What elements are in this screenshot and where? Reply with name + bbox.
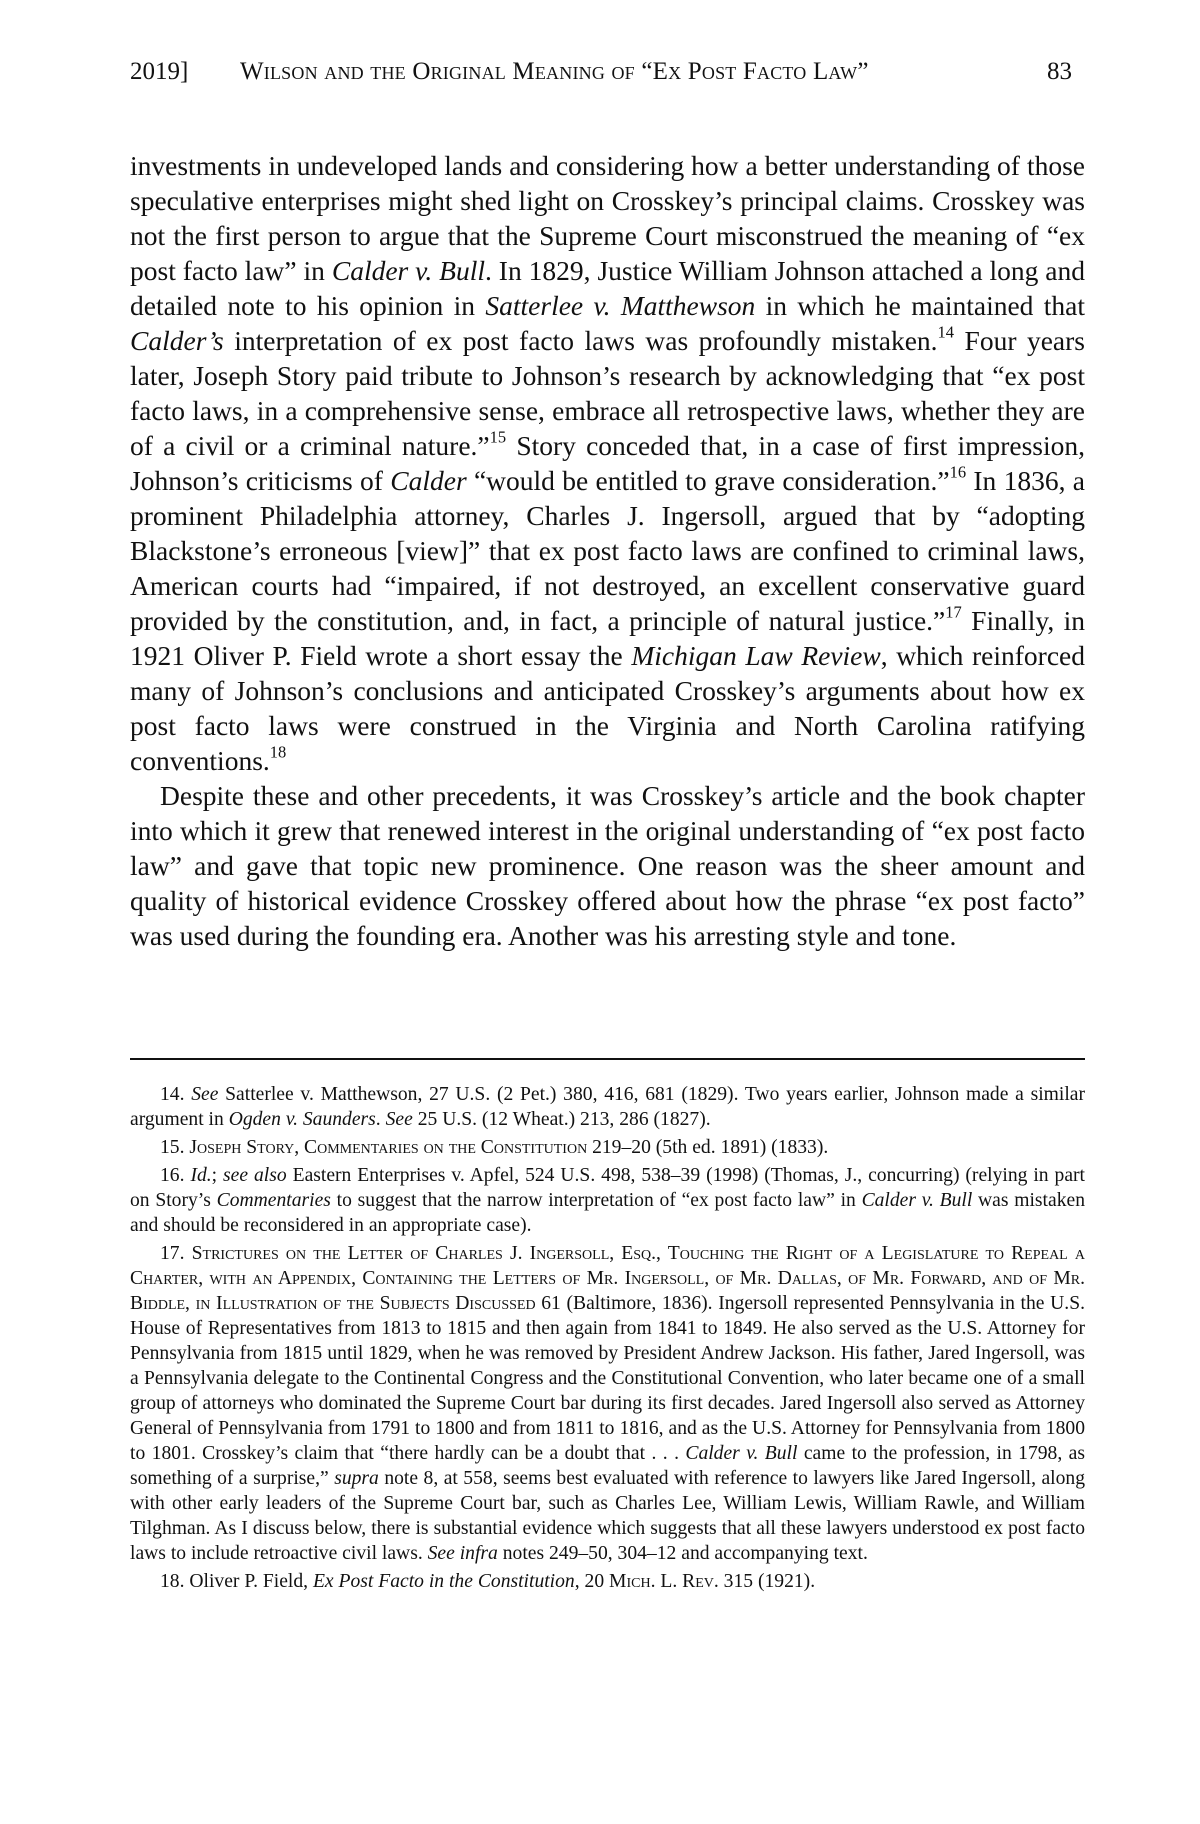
text-run: 315 (1921). (718, 1571, 816, 1592)
text-run: In 1836, a prominent Philadelphia attorney, Charles J. Ingersoll, argued that by “adopting Blackstone’s erroneous [view]” that ex post facto laws are confined to criminal laws, American courts had “impaired, if not destroyed, an excellent conservative guard provided by the constitution, and, in fact, a principle of natural justice.” (130, 465, 1085, 636)
text-run: in which he maintained that (755, 290, 1086, 321)
footnotes (130, 1082, 1085, 1597)
footnote-number: 14. (160, 1084, 185, 1105)
paragraph-2: Despite these and other precedents, it was Crosskey’s article and the book chapter into which it grew that renewed interest in the original understanding of “ex post facto law” and gave that topic new prominence. One reason was the sheer amount and quality of historical evidence Crosskey offered about how the phrase “ex post facto” was used during the founding era. Another was his arresting style and tone. (130, 780, 1085, 951)
text-run: Four years later, Joseph Story paid tribute to Johnson’s research by acknowledging that “ex post facto laws, in a comprehensive sense, embrace all retrospective laws, whether they are of a civil or a criminal nature.” (130, 325, 1085, 461)
footnote-18 (130, 1569, 1085, 1594)
text-run: interpretation of ex post facto laws was profoundly mistaken. (223, 325, 938, 356)
signal: Id. (190, 1165, 212, 1186)
footnote-ref[interactable]: 18 (269, 742, 287, 762)
case-name: Calder v. Bull (685, 1443, 798, 1464)
header-title: Wilson and the Original Meaning of “Ex Post Facto Law” (240, 58, 869, 85)
footnote-number: 17. (160, 1243, 185, 1264)
footnote-ref[interactable]: 17 (945, 602, 962, 622)
case-name: Satterlee v. Matthewson (485, 290, 756, 321)
main-text (130, 148, 1085, 953)
journal-name: Mich. L. Rev. (609, 1571, 719, 1592)
text-run: to suggest that the narrow interpretation of “ex post facto law” in (330, 1190, 862, 1211)
book-title: Commentaries (216, 1190, 331, 1211)
text-run: , which reinforced many of Johnson’s conclusions and anticipated Crosskey’s arguments about how ex post facto laws were construed in the Virginia and North Carolina ratifying conventions. (130, 640, 1085, 776)
text-run: was mistaken and should be reconsidered in an appropriate case). (130, 1190, 1085, 1236)
text-run: . In 1829, Justice William Johnson attached a long and detailed note to his opinion in (130, 255, 1085, 321)
text-run: came to the profession, in 1798, as something of a surprise,” (130, 1443, 1085, 1489)
case-name: Calder v. Bull (331, 255, 485, 286)
case-name: Calder (390, 465, 467, 496)
text-run: Finally, in 1921 Oliver P. Field wrote a short essay the (130, 605, 1085, 671)
signal: supra (334, 1468, 379, 1489)
text-run: 219–20 (5th ed. 1891) (1833). (587, 1137, 829, 1158)
footnote-ref[interactable]: 14 (937, 322, 955, 342)
text-run: 25 U.S. (12 Wheat.) 213, 286 (1827). (412, 1109, 711, 1130)
page-number: 83 (1047, 58, 1072, 85)
footnote-16 (130, 1163, 1085, 1238)
book-title: Strictures on the Letter of Charles J. Ingersoll, Esq., Touching the Right of a Legislature to Repeal a Charter, with an Appendix, Containing the Letters of Mr. Ingersoll, of Mr. Dallas, of Mr. Forward, and of Mr. Biddle, in Illustration of the Subjects Discussed (130, 1243, 1085, 1314)
text-run: “would be entitled to grave consideration.” (466, 465, 950, 496)
footnote-number: 18. (160, 1571, 185, 1592)
footnote-17 (130, 1241, 1085, 1566)
footnote-number: 16. (160, 1165, 185, 1186)
text-run: Eastern Enterprises v. Apfel, 524 U.S. 498, 538–39 (1998) (Thomas, J., concurring) (relying in part on Story’s (130, 1165, 1085, 1211)
text-run: notes 249–50, 304–12 and accompanying text. (497, 1543, 868, 1564)
signal: See (191, 1084, 219, 1105)
case-name: Calder v. Bull (861, 1190, 973, 1211)
journal-name: Michigan Law Review (631, 640, 881, 671)
footnote-ref[interactable]: 15 (489, 427, 507, 447)
text-run: . (375, 1109, 386, 1130)
case-name: Ogden v. Saunders (228, 1109, 376, 1130)
text-run: investments in undeveloped lands and considering how a better understanding of those speculative enterprises might shed light on Crosskey’s principal claims. Crosskey was not the first person to argue that the Supreme Court misconstrued the meaning of “ex post facto law” in (130, 150, 1085, 286)
text-run: note 8, at 558, seems best evaluated with reference to lawyers like Jared Ingersoll, along with other early leaders of the Supreme Court bar, such as Charles Lee, William Lewis, William Rawle, and William Tilghman. As I discuss below, there is substantial evidence which suggests that all these lawyers understood ex post facto laws to include retroactive civil laws. (130, 1468, 1085, 1564)
text-run: Oliver P. Field, (184, 1571, 313, 1592)
signal: see also (223, 1165, 287, 1186)
signal: See (385, 1109, 413, 1130)
paragraph-1 (130, 148, 1085, 778)
footnote-ref[interactable]: 16 (949, 462, 967, 482)
footnote-number: 15. (160, 1137, 185, 1158)
article-title: Ex Post Facto in the Constitution (312, 1571, 575, 1592)
running-header (130, 50, 1072, 94)
signal: See infra (427, 1543, 498, 1564)
footnote-14 (130, 1082, 1085, 1132)
text-run: ; (211, 1165, 224, 1186)
text-run: Satterlee v. Matthewson, 27 U.S. (2 Pet.) 380, 416, 681 (1829). Two years earlier, Johnson made a similar argument in (130, 1084, 1085, 1130)
footnote-divider (130, 1058, 1085, 1060)
text-run: , 20 (574, 1571, 610, 1592)
footnote-15 (130, 1135, 1085, 1160)
header-year: 2019] (130, 58, 189, 85)
text-run: Story conceded that, in a case of first impression, Johnson’s criticisms of (130, 430, 1086, 496)
book-title: Joseph Story, Commentaries on the Constitution (189, 1137, 588, 1158)
case-name: Calder’s (130, 325, 224, 356)
text-run: 61 (Baltimore, 1836). Ingersoll represented Pennsylvania in the U.S. House of Representatives from 1813 to 1815 and then again from 1841 to 1849. He also served as the U.S. Attorney for Pennsylvania from 1815 until 1829, when he was removed by President Andrew Jackson. His father, Jared Ingersoll, was a Pennsylvania delegate to the Continental Congress and the Constitutional Convention, who later became one of a small group of attorneys who dominated the Supreme Court bar during its first decades. Jared Ingersoll also served as Attorney General of Pennsylvania from 1791 to 1800 and from 1811 to 1816, and as the U.S. Attorney for Pennsylvania from 1800 to 1801. Crosskey’s claim that “there hardly can be a doubt that . . . (130, 1293, 1086, 1464)
